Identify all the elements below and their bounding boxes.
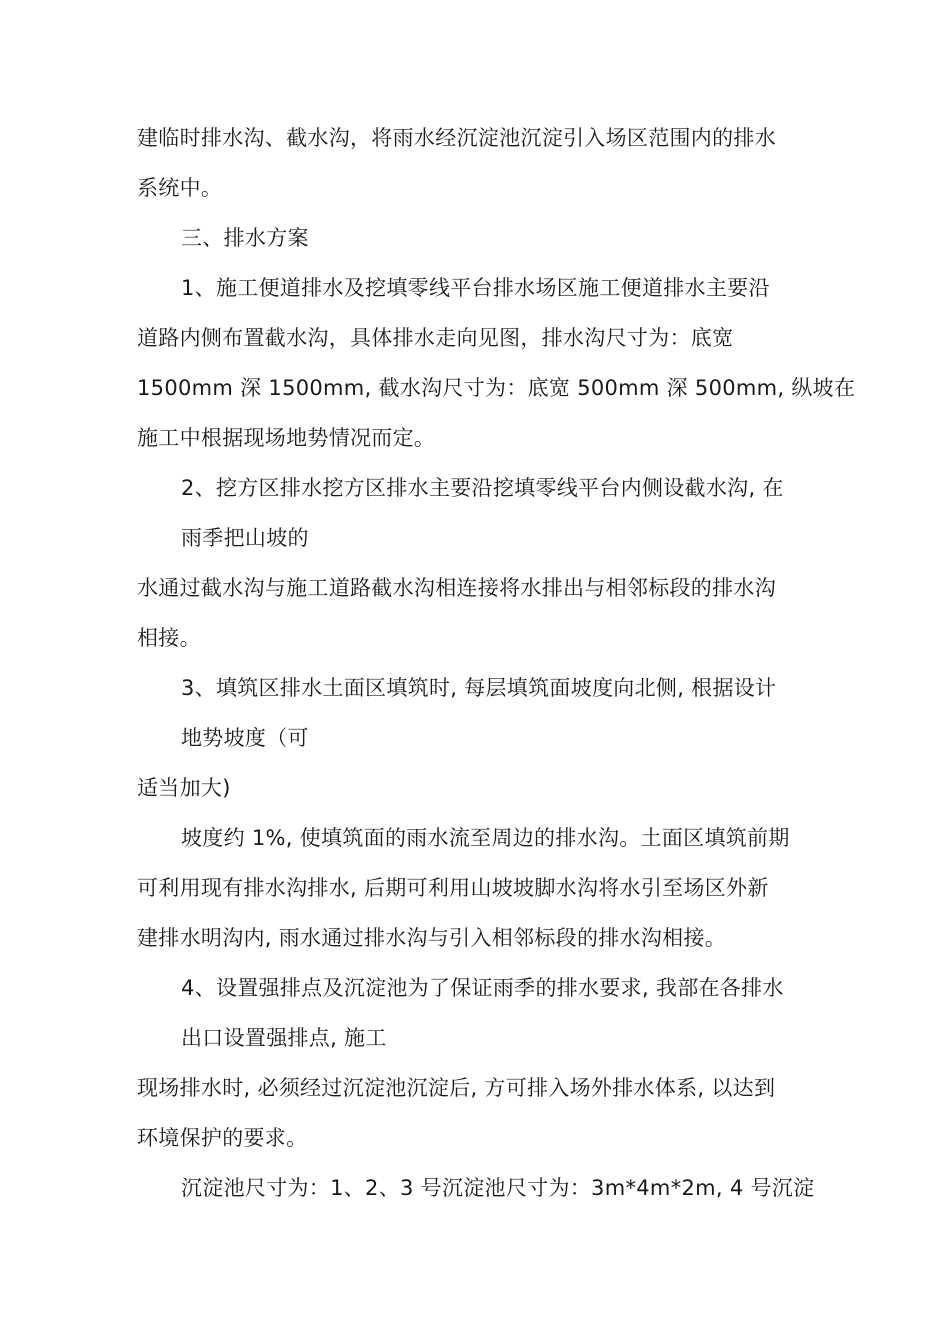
text-line-18: 4、设置强排点及沉淀池为了保证雨季的排水要求, 我部在各排水 xyxy=(181,976,784,1000)
text-line-11: 相接。 xyxy=(137,626,201,650)
text-line-4: 1、施工便道排水及挖填零线平台排水场区施工便道排水主要沿 xyxy=(181,276,770,300)
text-line-2: 系统中。 xyxy=(137,176,223,200)
text-line-13: 地势坡度（可 xyxy=(181,726,309,750)
text-line-22: 沉淀池尺寸为：1、2、3 号沉淀池尺寸为：3m*4m*2m, 4 号沉淀 xyxy=(181,1176,815,1200)
text-line-5: 道路内侧布置截水沟，具体排水走向见图，排水沟尺寸为：底宽 xyxy=(137,326,734,350)
text-line-6: 1500mm 深 1500mm, 截水沟尺寸为：底宽 500mm 深 500mm, 纵坡在 xyxy=(137,376,856,400)
text-line-9: 雨季把山坡的 xyxy=(181,526,309,550)
text-line-8: 2、挖方区排水挖方区排水主要沿挖填零线平台内侧设截水沟, 在 xyxy=(181,476,784,500)
text-line-7: 施工中根据现场地势情况而定。 xyxy=(137,426,436,450)
text-line-17: 建排水明沟内, 雨水通过排水沟与引入相邻标段的排水沟相接。 xyxy=(137,926,727,950)
text-line-21: 环境保护的要求。 xyxy=(137,1126,308,1150)
text-line-12: 3、填筑区排水土面区填筑时, 每层填筑面坡度向北侧, 根据设计 xyxy=(181,676,777,700)
text-line-16: 可利用现有排水沟排水, 后期可利用山坡坡脚水沟将水引至场区外新 xyxy=(137,876,769,900)
text-line-20: 现场排水时, 必须经过沉淀池沉淀后, 方可排入场外排水体系, 以达到 xyxy=(137,1076,776,1100)
section-heading: 三、排水方案 xyxy=(181,226,309,250)
text-line-15: 坡度约 1%, 使填筑面的雨水流至周边的排水沟。土面区填筑前期 xyxy=(181,826,790,850)
text-line-1: 建临时排水沟、截水沟，将雨水经沉淀池沉淀引入场区范围内的排水 xyxy=(137,126,776,150)
text-line-14: 适当加大) xyxy=(137,776,231,800)
text-line-19: 出口设置强排点, 施工 xyxy=(181,1026,387,1050)
text-line-10: 水通过截水沟与施工道路截水沟相连接将水排出与相邻标段的排水沟 xyxy=(137,576,776,600)
